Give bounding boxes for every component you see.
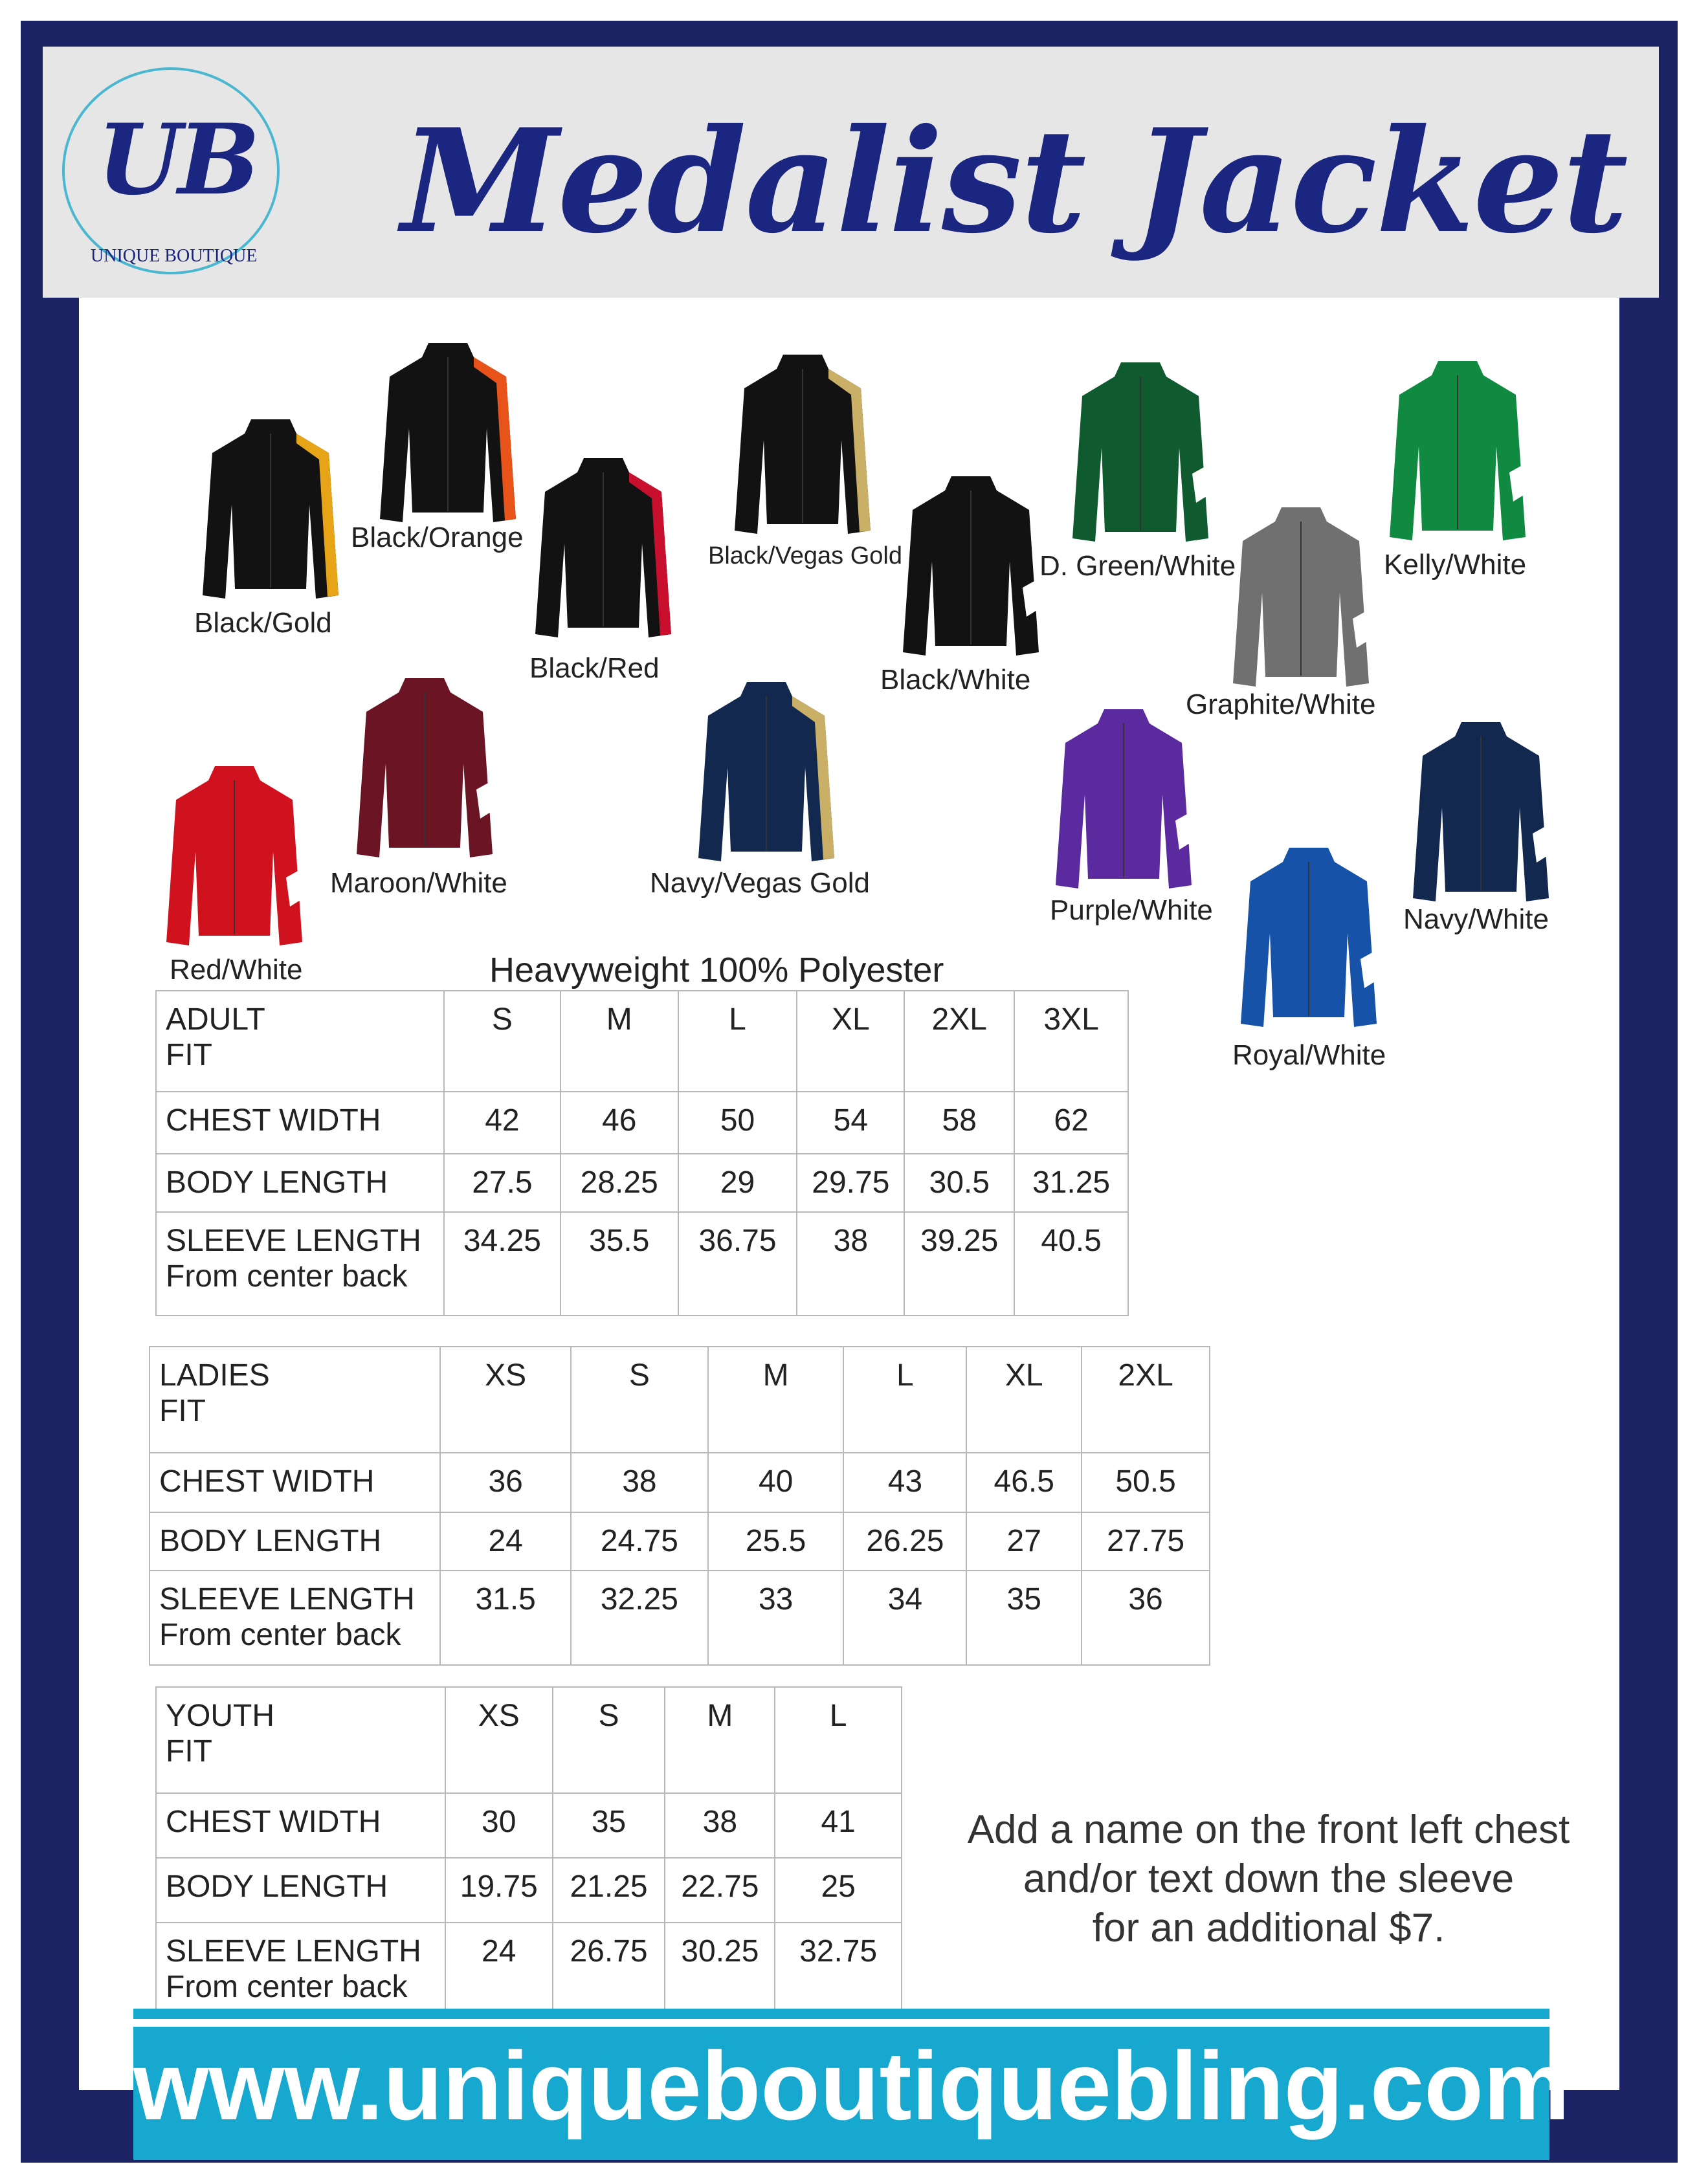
table-cell: 26.25 <box>843 1512 966 1571</box>
table-cell: 62 <box>1014 1092 1128 1154</box>
color-label: Maroon/White <box>330 867 507 899</box>
row-label-cell <box>156 1212 444 1316</box>
table-cell: 32.25 <box>571 1571 708 1665</box>
size-header: XS <box>445 1687 553 1793</box>
table-cell: 25 <box>775 1858 902 1923</box>
size-header: S <box>571 1347 708 1453</box>
table-cell: 54 <box>797 1092 904 1154</box>
row-label-cell <box>156 1923 445 2020</box>
jacket-black-gold <box>199 414 342 608</box>
logo-mark: UB <box>97 103 256 217</box>
table-cell: 50 <box>678 1092 797 1154</box>
ladies-size-table <box>149 1346 1210 1666</box>
table-cell: 25.5 <box>708 1512 844 1571</box>
color-label: Black/Red <box>529 652 660 684</box>
size-header: 2XL <box>1082 1347 1210 1453</box>
table-cell: 24 <box>440 1512 571 1571</box>
table-cell: 30.5 <box>904 1154 1014 1212</box>
note-line: for an additional $7. <box>1092 1906 1445 1950</box>
size-header: S <box>444 991 561 1092</box>
color-label: Red/White <box>170 954 303 986</box>
color-label: D. Green/White <box>1039 550 1236 582</box>
color-label: Black/Vegas Gold <box>708 542 902 569</box>
table-cell: 24 <box>445 1923 553 2020</box>
table-cell: 30 <box>445 1793 553 1858</box>
size-header: M <box>708 1347 844 1453</box>
page-title: Medalist Jacket <box>401 97 1627 265</box>
jacket-d-green-white <box>1069 357 1212 551</box>
table-cell: 29 <box>678 1154 797 1212</box>
jacket-black-red <box>532 453 674 647</box>
size-header: M <box>665 1687 775 1793</box>
table-cell: 32.75 <box>775 1923 902 2020</box>
jacket-black-vegas-gold <box>731 349 874 544</box>
color-label: Black/Gold <box>194 607 332 639</box>
color-label: Royal/White <box>1232 1039 1386 1071</box>
color-label: Navy/White <box>1403 903 1549 935</box>
row-label: SLEEVE LENGTH <box>166 1224 421 1258</box>
jacket-purple-white <box>1052 704 1195 898</box>
jacket-black-orange <box>377 338 519 532</box>
table-cell: 43 <box>843 1453 966 1512</box>
size-header: 3XL <box>1014 991 1128 1092</box>
row-label: CHEST WIDTH <box>156 1092 444 1154</box>
table-cell: 31.25 <box>1014 1154 1128 1212</box>
row-label: CHEST WIDTH <box>150 1453 440 1512</box>
color-label: Purple/White <box>1050 894 1213 926</box>
jacket-black-white <box>900 471 1042 665</box>
fit-header-cell <box>156 991 444 1092</box>
jacket-royal-white <box>1238 843 1380 1037</box>
youth-size-table <box>155 1686 902 2020</box>
size-header: XS <box>440 1347 571 1453</box>
size-header: L <box>843 1347 966 1453</box>
table-cell: 22.75 <box>665 1858 775 1923</box>
row-label: BODY LENGTH <box>150 1512 440 1571</box>
color-label: Black/White <box>880 664 1031 696</box>
color-label: Graphite/White <box>1186 689 1376 720</box>
table-cell: 31.5 <box>440 1571 571 1665</box>
table-cell: 58 <box>904 1092 1014 1154</box>
row-sublabel: From center back <box>159 1618 401 1652</box>
jacket-kelly-white <box>1386 356 1529 550</box>
table-cell: 27.5 <box>444 1154 561 1212</box>
table-cell: 27 <box>966 1512 1082 1571</box>
size-header: M <box>561 991 678 1092</box>
fit-sublabel: FIT <box>166 1734 212 1769</box>
table-cell: 34 <box>843 1571 966 1665</box>
table-cell: 36 <box>1082 1571 1210 1665</box>
note-line: and/or text down the sleeve <box>1023 1857 1515 1901</box>
table-cell: 46.5 <box>966 1453 1082 1512</box>
fit-header-cell <box>156 1687 445 1793</box>
table-cell: 36 <box>440 1453 571 1512</box>
color-label: Navy/Vegas Gold <box>650 867 870 899</box>
row-sublabel: From center back <box>166 1970 408 2004</box>
table-cell: 46 <box>561 1092 678 1154</box>
color-label: Kelly/White <box>1384 549 1527 580</box>
table-cell: 41 <box>775 1793 902 1858</box>
fit-label: YOUTH <box>166 1699 274 1733</box>
table-cell: 28.25 <box>561 1154 678 1212</box>
jacket-navy-vegas-gold <box>695 677 838 871</box>
fit-sublabel: FIT <box>166 1038 212 1072</box>
table-cell: 21.25 <box>553 1858 665 1923</box>
table-cell: 39.25 <box>904 1212 1014 1316</box>
jacket-maroon-white <box>353 673 496 867</box>
size-header: 2XL <box>904 991 1014 1092</box>
table-cell: 38 <box>797 1212 904 1316</box>
table-cell: 33 <box>708 1571 844 1665</box>
table-cell: 38 <box>571 1453 708 1512</box>
table-cell: 42 <box>444 1092 561 1154</box>
table-cell: 50.5 <box>1082 1453 1210 1512</box>
table-cell: 38 <box>665 1793 775 1858</box>
table-cell: 35 <box>553 1793 665 1858</box>
table-cell: 29.75 <box>797 1154 904 1212</box>
row-sublabel: From center back <box>166 1259 408 1294</box>
material-subtitle: Heavyweight 100% Polyester <box>489 951 944 989</box>
fit-sublabel: FIT <box>159 1394 206 1428</box>
row-label-cell <box>150 1571 440 1665</box>
table-cell: 30.25 <box>665 1923 775 2020</box>
table-cell: 35 <box>966 1571 1082 1665</box>
color-label: Black/Orange <box>351 522 524 553</box>
row-label: CHEST WIDTH <box>156 1793 445 1858</box>
table-cell: 19.75 <box>445 1858 553 1923</box>
table-cell: 40.5 <box>1014 1212 1128 1316</box>
banner-accent-line <box>133 2019 1549 2027</box>
logo-name: UNIQUE BOUTIQUE <box>91 246 258 266</box>
jacket-red-white <box>163 761 305 955</box>
size-header: S <box>553 1687 665 1793</box>
website-link[interactable]: www.uniqueboutiquebling.com <box>133 2031 1570 2140</box>
jacket-graphite-white <box>1230 502 1372 696</box>
adult-size-table <box>155 990 1129 1316</box>
table-cell: 24.75 <box>571 1512 708 1571</box>
table-cell: 27.75 <box>1082 1512 1210 1571</box>
fit-label: LADIES <box>159 1358 270 1393</box>
table-cell: 26.75 <box>553 1923 665 2020</box>
note-line: Add a name on the front left chest <box>967 1807 1570 1852</box>
size-header: L <box>678 991 797 1092</box>
fit-header-cell <box>150 1347 440 1453</box>
row-label: SLEEVE LENGTH <box>166 1934 421 1969</box>
personalization-note <box>926 1805 1612 1953</box>
fit-label: ADULT <box>166 1002 265 1037</box>
table-cell: 36.75 <box>678 1212 797 1316</box>
jacket-navy-white <box>1410 717 1552 911</box>
row-label: SLEEVE LENGTH <box>159 1582 415 1616</box>
size-header: XL <box>797 991 904 1092</box>
table-cell: 34.25 <box>444 1212 561 1316</box>
size-header: XL <box>966 1347 1082 1453</box>
size-header: L <box>775 1687 902 1793</box>
row-label: BODY LENGTH <box>156 1154 444 1212</box>
table-cell: 35.5 <box>561 1212 678 1316</box>
table-cell: 40 <box>708 1453 844 1512</box>
row-label: BODY LENGTH <box>156 1858 445 1923</box>
